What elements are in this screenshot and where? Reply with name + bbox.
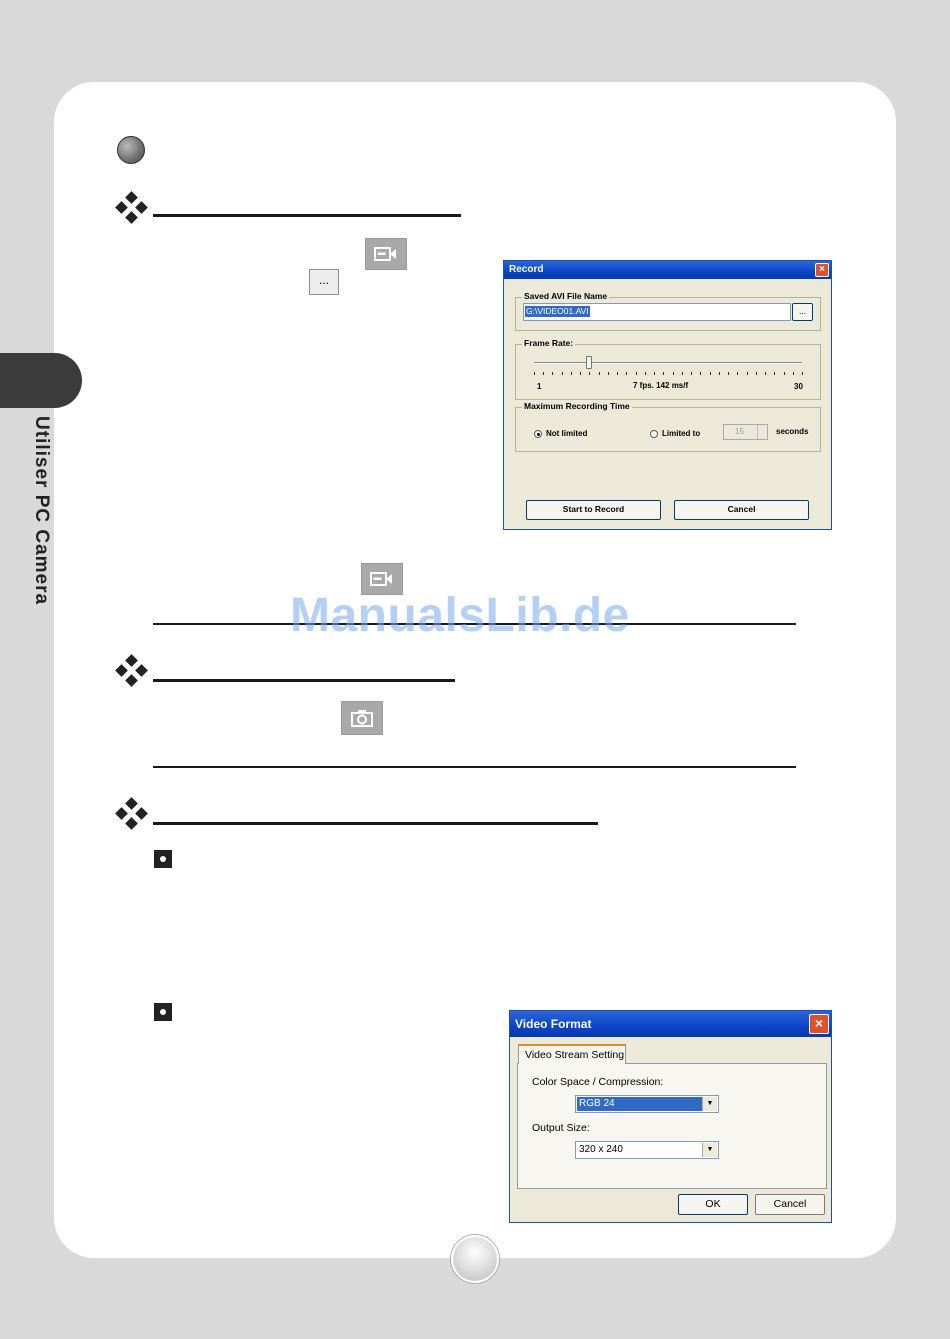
radio-not-limited-label: Not limited bbox=[546, 429, 588, 438]
frame-rate-slider-ticks bbox=[534, 372, 802, 376]
slider-tick bbox=[737, 372, 738, 375]
slider-tick bbox=[580, 372, 581, 375]
chevron-down-icon-2[interactable]: ▼ bbox=[702, 1143, 717, 1157]
photo-camera-icon[interactable] bbox=[341, 701, 383, 735]
limit-seconds-spinner[interactable] bbox=[723, 424, 768, 440]
video-format-titlebar bbox=[510, 1011, 831, 1037]
square-bullet-icon bbox=[154, 850, 172, 868]
slider-tick bbox=[552, 372, 553, 375]
circle-bullet-icon bbox=[117, 136, 145, 164]
slider-tick bbox=[710, 372, 711, 375]
spinner-arrows-icon[interactable] bbox=[757, 425, 767, 439]
tab-video-stream-setting-label: Video Stream Setting bbox=[525, 1049, 625, 1061]
max-recording-time-label: Maximum Recording Time bbox=[524, 401, 630, 411]
radio-limited-to[interactable] bbox=[650, 430, 658, 438]
output-size-select[interactable] bbox=[575, 1141, 719, 1159]
video-format-dialog bbox=[509, 1010, 832, 1223]
slider-tick bbox=[774, 372, 775, 375]
saved-file-group-label: Saved AVI File Name bbox=[524, 291, 608, 301]
slider-tick bbox=[682, 372, 683, 375]
slider-tick bbox=[700, 372, 701, 375]
file-path-value: G:\VIDEO01.AVI bbox=[526, 306, 589, 316]
page-number-badge bbox=[451, 1235, 499, 1283]
close-icon-2[interactable]: × bbox=[809, 1014, 829, 1034]
slider-tick bbox=[571, 372, 572, 375]
slider-tick bbox=[636, 372, 637, 375]
slider-tick bbox=[599, 372, 600, 375]
square-bullet-icon-2 bbox=[154, 1003, 172, 1021]
slider-tick bbox=[562, 372, 563, 375]
frame-rate-slider-track[interactable] bbox=[534, 362, 802, 364]
four-diamonds-icon-3 bbox=[117, 799, 147, 829]
output-size-value: 320 x 240 bbox=[579, 1144, 623, 1155]
watermark: ManualsLib.de bbox=[290, 589, 630, 642]
slider-tick bbox=[663, 372, 664, 375]
slider-tick bbox=[802, 372, 803, 375]
video-format-title: Video Format bbox=[515, 1017, 592, 1031]
video-camera-icon[interactable] bbox=[365, 238, 407, 270]
browse-button[interactable]: ... bbox=[792, 303, 813, 321]
four-diamonds-icon-2 bbox=[117, 656, 147, 686]
slider-tick bbox=[747, 372, 748, 375]
ok-button[interactable]: OK bbox=[678, 1194, 748, 1215]
slider-tick bbox=[673, 372, 674, 375]
section-heading-rule bbox=[153, 214, 461, 217]
chapter-title: Utiliser PC Camera bbox=[31, 416, 52, 606]
slider-tick bbox=[589, 372, 590, 375]
slider-tick bbox=[793, 372, 794, 375]
slider-tick bbox=[543, 372, 544, 375]
slider-tick bbox=[756, 372, 757, 375]
slider-min-label: 1 bbox=[537, 382, 542, 391]
slider-tick bbox=[719, 372, 720, 375]
cancel-button[interactable]: Cancel bbox=[674, 500, 809, 520]
slider-value-label: 7 fps. 142 ms/f bbox=[633, 381, 689, 390]
frame-rate-slider-thumb[interactable] bbox=[586, 356, 592, 369]
tab-video-stream-setting[interactable] bbox=[518, 1044, 626, 1064]
record-dialog-title: Record bbox=[509, 264, 544, 275]
radio-not-limited[interactable] bbox=[534, 430, 542, 438]
section-heading-rule-2 bbox=[153, 679, 455, 682]
cancel-button-2[interactable]: Cancel bbox=[755, 1194, 825, 1215]
record-dialog-titlebar bbox=[504, 261, 831, 279]
start-record-button[interactable]: Start to Record bbox=[526, 500, 661, 520]
slider-tick bbox=[654, 372, 655, 375]
color-space-value: RGB 24 bbox=[577, 1097, 703, 1111]
browse-button-icon[interactable]: ... bbox=[309, 269, 339, 295]
close-icon[interactable]: × bbox=[815, 263, 829, 277]
output-size-label: Output Size: bbox=[532, 1122, 590, 1134]
limit-seconds-value: 15 bbox=[735, 427, 744, 436]
color-space-label: Color Space / Compression: bbox=[532, 1076, 664, 1088]
chevron-down-icon[interactable]: ▼ bbox=[702, 1097, 717, 1111]
slider-tick bbox=[784, 372, 785, 375]
radio-limited-to-label: Limited to bbox=[662, 429, 701, 438]
slider-tick bbox=[691, 372, 692, 375]
slider-tick bbox=[608, 372, 609, 375]
divider-2 bbox=[153, 766, 796, 768]
slider-tick bbox=[728, 372, 729, 375]
four-diamonds-icon bbox=[117, 193, 147, 223]
slider-tick bbox=[534, 372, 535, 375]
slider-max-label: 30 bbox=[794, 382, 803, 391]
slider-tick bbox=[617, 372, 618, 375]
slider-tick bbox=[765, 372, 766, 375]
color-space-select[interactable] bbox=[575, 1095, 719, 1113]
record-dialog bbox=[503, 260, 832, 530]
slider-tick bbox=[626, 372, 627, 375]
frame-rate-group-label: Frame Rate: bbox=[524, 338, 574, 348]
limit-unit-label: seconds bbox=[776, 427, 809, 436]
section-heading-rule-3 bbox=[153, 822, 598, 825]
chapter-tab bbox=[0, 353, 82, 408]
file-path-input[interactable] bbox=[523, 303, 791, 321]
slider-tick bbox=[645, 372, 646, 375]
